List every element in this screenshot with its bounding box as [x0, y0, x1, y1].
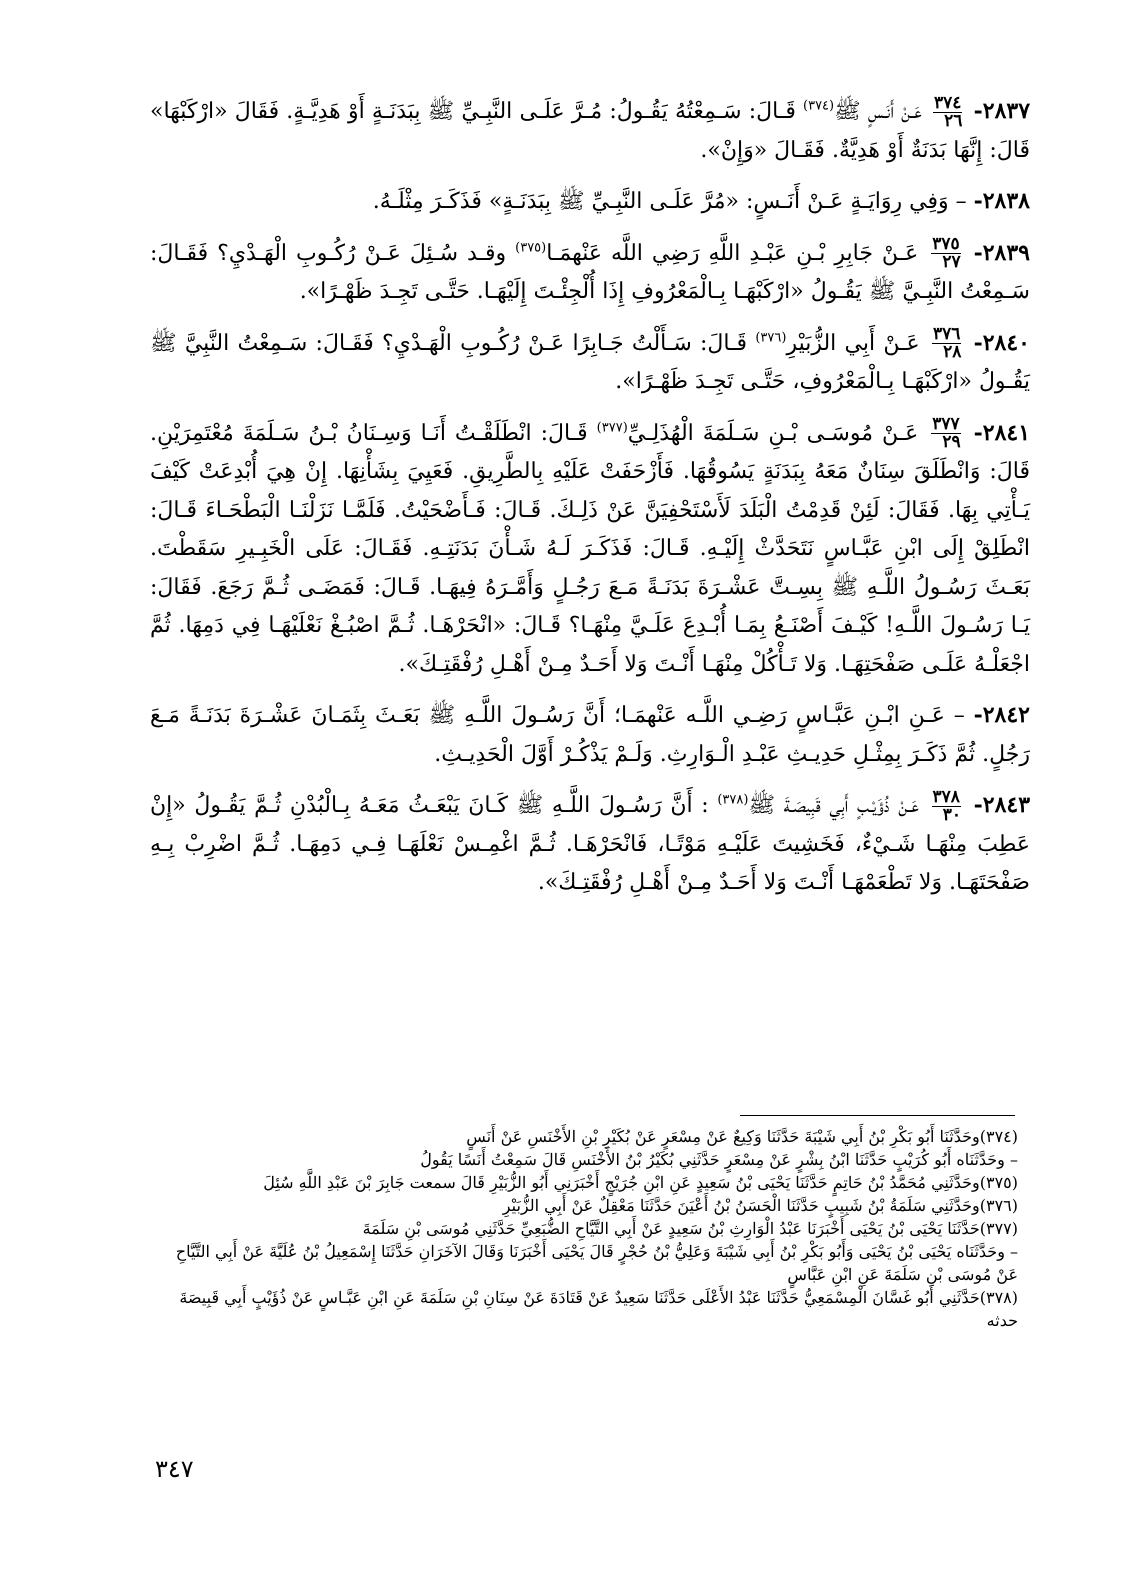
hadith-fraction: [932, 786, 961, 825]
hadith-2837: [150, 92, 1030, 170]
hadith-fraction: [933, 92, 963, 131]
hadith-number: ٢٨٣٨-: [973, 188, 1030, 214]
fraction-top: ٣٧٧: [932, 414, 960, 434]
fraction-top: ٣٧٥: [932, 234, 960, 254]
footnote-ref: (٣٧٤): [803, 98, 835, 114]
hadith-fraction: [932, 326, 961, 361]
footnote-374: (٣٧٤)وحَدَّثَنَا أَبُو بَكْرِ بْنُ أَبِي شَيْبَةَ حَدَّثَنَا وَكِيعٌ عَنْ مِسْعَرٍ عَنْ بُكَيْرِ بْنِ الأَخْنَسِ عَنْ أَنَسٍ: [466, 1127, 1018, 1146]
hadith-lead: عَـنْ مُوسَـى بْـنِ سَـلَمَةَ الْهُذَلِـيِّ: [627, 420, 919, 446]
hadith-list: [150, 92, 1030, 915]
hadith-number: ٢٨٤١-: [973, 419, 1031, 446]
hadith-text: – عَـنِ ابْـنِ عَبَّـاسٍ رَضِـي اللَّـه عَنْهمَـا؛ أَنَّ رَسُـولَ اللَّـهِ ﷺ بَعَـثَ بِثَمَـانَ عَشْـرَةَ بَدَنَـةً مَـعَ رَجُلٍ. ثُمَّ ذَكَـرَ بِمِثْـلِ حَدِيـثِ عَبْـدِ الْـوَارِثِ. وَلَـمْ يَذْكُـرْ أَوَّلَ الْحَدِيـثِ.: [150, 703, 1030, 767]
hadith-text: قَـالَ: سَـمِعْتُهُ يَقُـولُ: مُـرَّ عَلَـى النَّبِـيِّ ﷺ بِبَدَنَـةٍ أَوْ هَدِيَّـةٍ. فَقَالَ «ارْكَبْهَا» قَالَ: إِنَّهَا بَدَنَةٌ أَوْ هَدِيَّةٌ. فَقَـالَ «وَإِنْ».: [150, 99, 1030, 163]
fraction-bottom: ٢٨: [943, 342, 962, 362]
hadith-text: – وَفِي رِوَايَـةٍ عَـنْ أَنَـسٍ: «مُرَّ عَلَـى النَّبِـيِّ ﷺ بِبَدَنَـةٍ» فَذَكَـرَ مِثْلَـهُ.: [372, 189, 967, 214]
footnote-374-alt: – وحَدَّثَنَاه أَبُو كُرَيْبٍ حَدَّثَنَا ابْنُ بِشْرٍ عَنْ مِسْعَرٍ حَدَّثَنِي بُكَيْرُ بْنُ الأَخْنَسِ قَالَ سَمِعْتُ أَنَسًا يَقُولُ: [420, 1150, 1018, 1169]
page-number: ٣٤٧: [155, 1455, 194, 1483]
hadith-number: ٢٨٣٧-: [973, 98, 1031, 124]
hadith-2841: [150, 414, 1030, 685]
footnote-ref: (٣٧٧): [596, 420, 628, 436]
footnote-ref: (٣٧٦): [755, 330, 787, 346]
hadith-number: ٢٨٣٩-: [973, 239, 1030, 266]
hadith-text: قَـالَ: سَـأَلْتُ جَـابِرًا عَـنْ رُكُـوبِ الْهَـدْيِ؟ فَقَـالَ: سَـمِعْتُ النَّبِيَّ ﷺ يَقُـولُ «ارْكَبْهَـا بِـالْمَعْرُوفِ، حَتَّـى تَجِـدَ ظَهْـرًا».: [150, 330, 1030, 394]
footnote-377: (٣٧٧)حَدَّثَنَا يَحْيَى بْنُ يَحْيَى أَخْبَرَنَا عَبْدُ الْوَارِثِ بْنُ سَعِيدٍ عَنْ أَبِي التَّيَّاحِ الضُّبَعِيِّ حَدَّثَنِي مُوسَى بْنِ سَلَمَةَ: [362, 1219, 1018, 1238]
hadith-lead: عَـنْ جَابِرِ بْـنِ عَبْـدِ اللَّهِ رَضِي اللَّه عَنْهمَـا: [546, 240, 919, 266]
fraction-bottom: ٢٧: [942, 252, 961, 272]
hadith-2843: [150, 786, 1030, 903]
hadith-lead: عَـنْ أَبِي الزُّبَيْرِ: [786, 330, 920, 356]
hadith-fraction: [931, 236, 960, 271]
footnotes: [150, 1125, 1018, 1332]
footnote-378: (٣٧٨)حَدَّثَنِي أَبُو غَسَّانَ الْمِسْمَعِيُّ حَدَّثَنَا عَبْدُ الأَعْلَى حَدَّثَنَا سَعِيدٌ عَنْ قَتَادَةَ عَنْ سِنَانِ بْنِ سَلَمَةَ عَنِ ابْنِ عَبَّـاسٍ عَنْ ذُؤَيْبٍ أَبِي قَبِيصَةَ حدثه: [179, 1288, 1018, 1330]
hadith-number: ٢٨٤٠-: [973, 329, 1030, 356]
footnote-ref: (٣٧٥): [515, 240, 547, 256]
hadith-number: ٢٨٤٣-: [973, 792, 1031, 818]
hadith-text: : أَنَّ رَسُـولَ اللَّـهِ ﷺ كَـانَ يَبْعَـثُ مَعَـهُ بِـالْبُدْنِ ثُـمَّ يَقُـولُ «إِنْ عَطِبَ مِنْهَـا شَـيْءٌ، فَخَشِيتَ عَلَيْـهِ مَوْتًـا، فَانْحَرْهَـا. ثُـمَّ اغْمِـسْ نَعْلَهَـا فِـي دَمِهَـا. ثُـمَّ اضْرِبْ بِـهِ صَفْحَتَهَـا. وَلا تَطْعَمْهَـا أَنْـتَ وَلا أَحَـدٌ مِـنْ أَهْـلِ رُفْقَتِـكَ».: [150, 793, 1030, 895]
fraction-bottom: ٣٠: [942, 804, 961, 825]
footnote-376: (٣٧٦)وحَدَّثَنِي سَلَمَةُ بْنُ شَبِيبٍ حَدَّثَنَا الْحَسَنُ بْنُ أَعْيَنَ حَدَّثَنَا مَعْقِلٌ عَنْ أَبِي الزُّبَيْرِ: [502, 1196, 1018, 1215]
hadith-2838: [150, 182, 1030, 222]
hadith-2839: [150, 234, 1030, 312]
hadith-text: قَـالَ: انْطَلَقْـتُ أَنَـا وَسِـنَانُ بْـنُ سَـلَمَةَ مُعْتَمِرَيْنِ. قَالَ: وَانْطَلَقَ سِنَانٌ مَعَهُ بِبَدَنَةٍ يَسُوقُهَا. فَأَزْحَفَتْ عَلَيْهِ بِالطَّرِيقِ. فَعَيِيَ بِشَأْنِهَا. إِنْ هِيَ أُبْدِعَتْ كَيْفَ يَـأْتِي بِهَا. فَقَالَ: لَئِنْ قَدِمْتُ الْبَلَدَ لَأَسْتَحْفِيَنَّ عَنْ ذَلِـكَ. قَـالَ: فَـأَضْحَيْتُ. فَلَمَّـا نَزَلْنَـا الْبَطْحَـاءَ قَـالَ: انْطَلِقْ إِلَى ابْنِ عَبَّـاسٍ نَتَحَدَّثْ إِلَيْـهِ. قَـالَ: فَذَكَـرَ لَـهُ شَـأْنَ بَدَنَتِـهِ. فَقَـالَ: عَلَى الْخَبِـيرِ سَقَطْتَ. بَعَـثَ رَسُـولُ اللَّـهِ ﷺ بِسِـتَّ عَشْـرَةَ بَدَنَـةً مَـعَ رَجُـلٍ وَأَمَّـرَهُ فِيهَـا. قَـالَ: فَمَضَـى ثُـمَّ رَجَعَ. فَقَالَ: يَـا رَسُـولَ اللَّـهِ! كَيْـفَ أَصْنَـعُ بِمَـا أُبْـدِعَ عَلَـيَّ مِنْهَـا؟ قَـالَ: «انْحَرْهَـا. ثُـمَّ اصْبُـغْ نَعْلَيْهَـا فِي دَمِهَا. ثُمَّ اجْعَلْـهُ عَلَـى صَفْحَتِهَـا. وَلا تَـأْكُلْ مِنْهَـا أَنْـتَ وَلا أَحَـدٌ مِـنْ أَهْـلِ رُفْقَتِـكَ».: [150, 420, 1030, 677]
fraction-top: ٣٧٦: [932, 324, 961, 344]
fraction-bottom: ٢٦: [944, 110, 963, 131]
fraction-top: ٣٧٨: [932, 786, 960, 807]
hadith-2840: [150, 324, 1030, 402]
hadith-text: وقـد سُـئِلَ عَـنْ رُكُـوبِ الْهَـدْيِ؟ فَقَـالَ: سَـمِعْتُ النَّبِـيَّ ﷺ يَقُـولُ «ارْكَبْهَـا بِـالْمَعْرُوفِ إِذَا أُلْجِئْـتَ إِلَيْهَـا. حَتَّـى تَجِـدَ ظَهْـرًا».: [150, 240, 1030, 304]
footnote-375: (٣٧٥)وحَدَّثَنِي مُحَمَّدُ بْنُ حَاتِمٍ حَدَّثَنَا يَحْيَى بْنُ سَعِيدٍ عَنِ ابْنِ جُرَيْجٍ أَخْبَرَنِي أَبُو الزُّبَيْرِ قَالَ سمعت جَابِرَ بْنَ عَبْدِ اللَّهِ سُئِلَ: [263, 1173, 1018, 1192]
fraction-top: ٣٧٤: [934, 92, 962, 113]
hadith-2842: [150, 696, 1030, 774]
hadith-number: ٢٨٤٢-: [973, 702, 1030, 728]
footnote-divider: [740, 1115, 1015, 1116]
hadith-fraction: [931, 416, 960, 451]
fraction-bottom: ٢٩: [942, 432, 961, 452]
hadith-lead: عَـنْ أَنَـسٍ ﷺ: [834, 99, 922, 124]
footnote-ref: (٣٧٨): [717, 792, 749, 808]
footnote-377-alt: – وحَدَّثَنَاه يَحْيَى بْنُ يَحْيَى وَأَبُو بَكْرِ بْنُ أَبِي شَيْبَةَ وَعَلِيُّ بْنُ حُجْرٍ قَالَ يَحْيَى أَخْبَرَنَا وَقَالَ الآخَرَانِ حَدَّثَنَا إِسْمَعِيلُ بْنُ عُلَيَّةَ عَنْ أَبِي التَّيَّاحِ عَنْ مُوسَى بْنِ سَلَمَةَ عَنِ ابْنِ عَبَّاسٍ: [175, 1242, 1018, 1284]
hadith-lead: عَـنْ ذُؤَيْـبٍ أَبِي قَبِيصَـةَ ﷺ: [748, 793, 919, 818]
